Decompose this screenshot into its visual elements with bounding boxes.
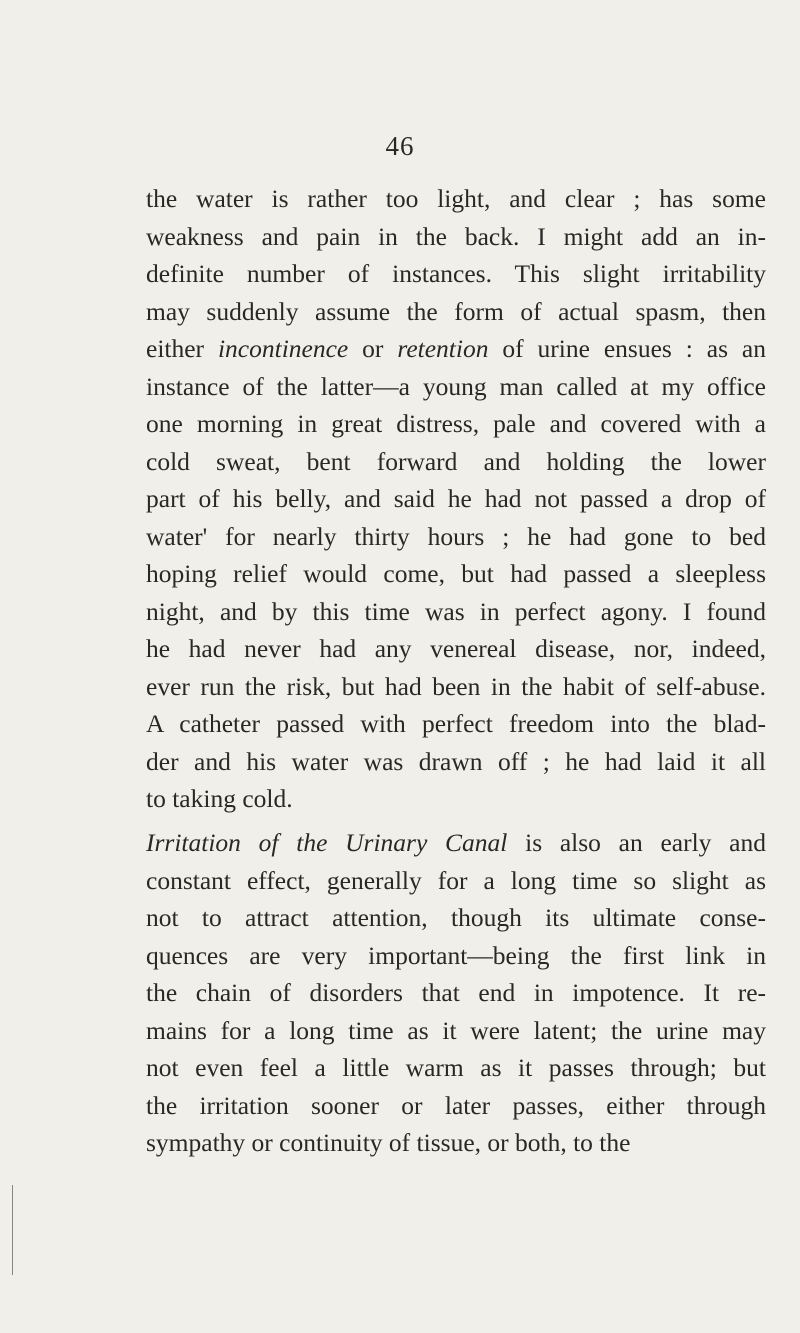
text-line bbox=[146, 180, 766, 218]
text-run: constant effect, generally for a long time so slight as bbox=[146, 865, 766, 895]
text-line bbox=[146, 1087, 766, 1125]
text-line bbox=[146, 330, 766, 368]
text-run: to taking cold. bbox=[146, 784, 293, 813]
text-run: sympathy or continuity of tissue, or both, to the bbox=[146, 1128, 631, 1157]
margin-rule bbox=[12, 1185, 13, 1275]
paragraph bbox=[146, 824, 766, 1162]
text-line bbox=[146, 630, 766, 668]
text-line bbox=[146, 218, 766, 256]
text-run: der and his water was drawn off ; he had laid it all bbox=[146, 746, 766, 776]
text-line bbox=[146, 518, 766, 556]
text-line bbox=[146, 780, 766, 818]
text-run: hoping relief would come, but had passed a sleepless bbox=[146, 559, 766, 588]
text-run: night, and by this time was in perfect agony. I found bbox=[146, 596, 766, 626]
text-line bbox=[146, 1012, 766, 1050]
text-run: A catheter passed with perfect freedom into the blad- bbox=[146, 709, 766, 738]
text-line bbox=[146, 555, 766, 593]
text-line bbox=[146, 705, 766, 743]
text-run: the water is rather too light, and clear ; has some bbox=[146, 184, 766, 213]
text-run: the irritation sooner or later passes, either through bbox=[146, 1090, 766, 1120]
text-line bbox=[146, 974, 766, 1012]
text-line bbox=[146, 480, 766, 518]
text-run: definite number of instances. This slight irritability bbox=[146, 259, 766, 288]
text-line bbox=[146, 255, 766, 293]
text-run: the chain of disorders that end in impotence. It re- bbox=[146, 978, 766, 1007]
text-run: weakness and pain in the back. I might add an in- bbox=[146, 221, 766, 251]
text-run: of urine ensues : as an bbox=[488, 334, 766, 363]
text-run: one morning in great distress, pale and covered with a bbox=[146, 409, 766, 438]
page-number: 46 bbox=[385, 131, 415, 161]
text-line bbox=[146, 937, 766, 975]
italic-phrase: retention bbox=[397, 334, 489, 363]
text-line bbox=[146, 368, 766, 406]
text-line bbox=[146, 443, 766, 481]
italic-phrase: Irritation of the Urinary Canal bbox=[146, 828, 508, 857]
text-run: instance of the latter—a young man called at my office bbox=[146, 371, 766, 401]
text-run: either bbox=[146, 334, 218, 363]
text-line bbox=[146, 743, 766, 781]
text-run: water' for nearly thirty hours ; he had gone to bed bbox=[146, 521, 766, 551]
text-run: cold sweat, bent forward and holding the lower bbox=[146, 446, 766, 476]
text-run: ever run the risk, but had been in the habit of self-abuse. bbox=[146, 671, 766, 701]
text-run: may suddenly assume the form of actual spasm, then bbox=[146, 296, 766, 326]
text-run: or bbox=[348, 334, 398, 363]
text-run: not to attract attention, though its ultimate conse- bbox=[146, 903, 766, 932]
text-run: not even feel a little warm as it passes through; but bbox=[146, 1053, 766, 1082]
text-run: part of his belly, and said he had not passed a drop of bbox=[146, 484, 766, 513]
paragraph bbox=[146, 180, 766, 818]
text-run: he had never had any venereal disease, nor, indeed, bbox=[146, 634, 766, 663]
text-run: is also an early and bbox=[507, 828, 766, 857]
text-line bbox=[146, 824, 766, 862]
text-line bbox=[146, 593, 766, 631]
text-line bbox=[146, 862, 766, 900]
italic-phrase: incontinence bbox=[217, 334, 349, 363]
text-line bbox=[146, 293, 766, 331]
text-line bbox=[146, 1124, 766, 1162]
text-line bbox=[146, 405, 766, 443]
text-line bbox=[146, 899, 766, 937]
text-run: mains for a long time as it were latent; the urine may bbox=[146, 1015, 766, 1045]
text-run: quences are very important—being the first link in bbox=[146, 940, 766, 970]
text-line bbox=[146, 1049, 766, 1087]
text-line bbox=[146, 668, 766, 706]
